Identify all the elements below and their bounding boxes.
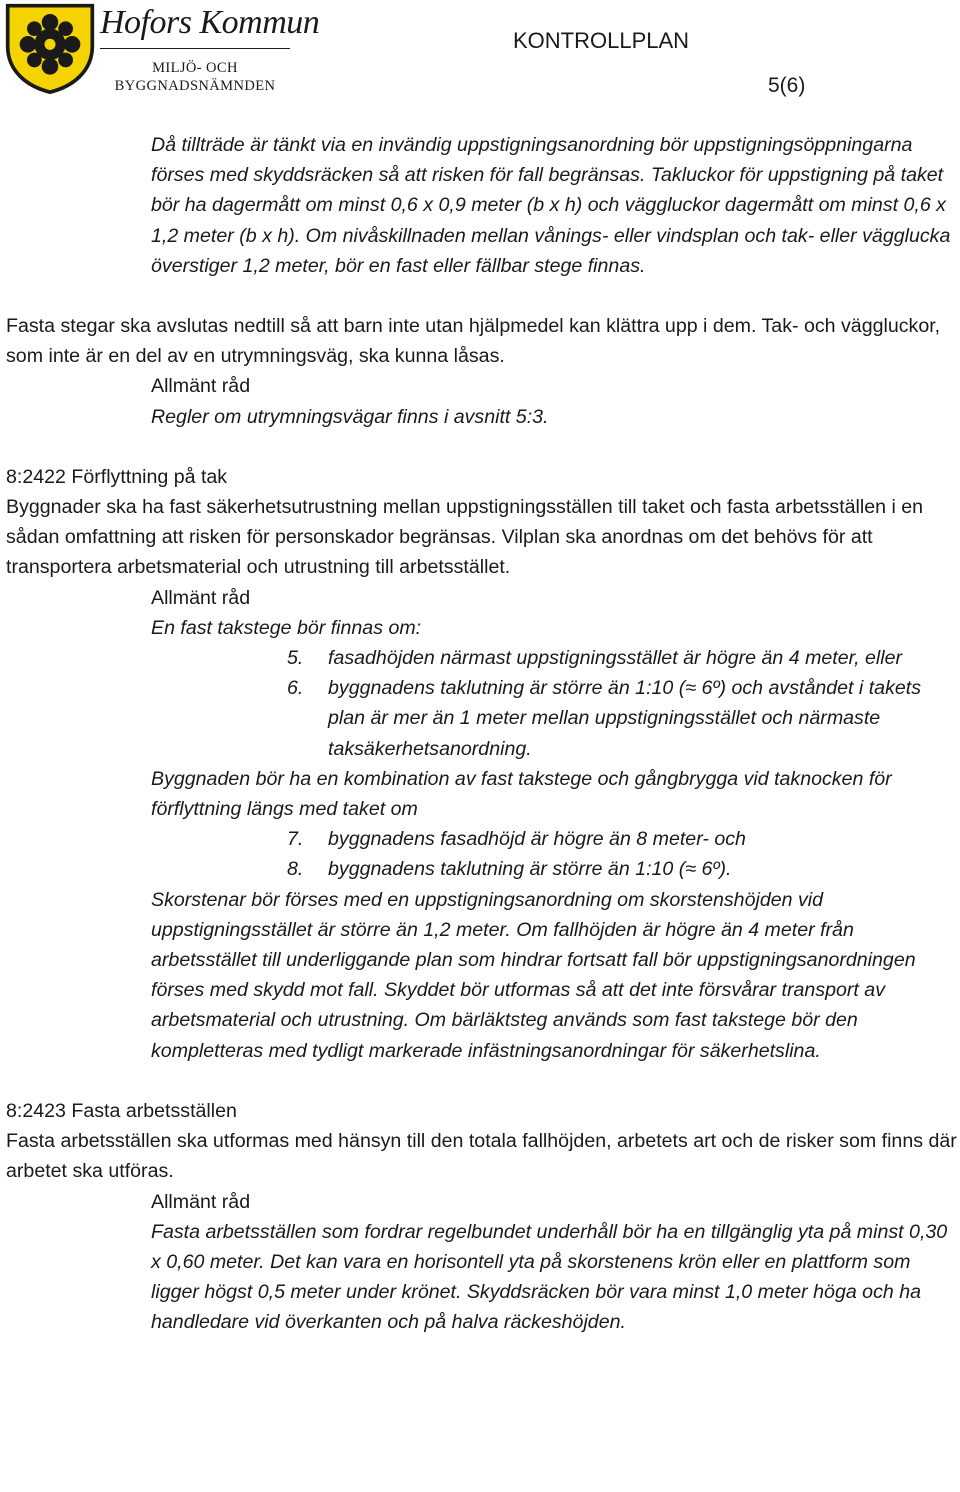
list-item-text: byggnadens fasadhöjd är högre än 8 meter- och [328, 828, 746, 851]
organization-name: Hofors Kommun [100, 4, 320, 41]
general-advice-label: Allmänt råd [151, 1190, 251, 1213]
section-8-2423-paragraph: Fasta arbetsställen ska utformas med hänsyn till den totala fallhöjden, arbetets art och de risker som finns där arbetet ska utföras. [6, 1130, 957, 1183]
intro-advice-paragraph: Då tillträde är tänkt via en invändig uppstigningsanordning bör uppstigningsöppningarna förses med skyddsräcken så att risken för fall begränsas. Takluckor för uppstigning på taket bör ha dagermått om minst 0,6 x 0,9 meter (b x h) och väggluckor dagermått om minst 0,6 x 1,2 meter (b x h). Om nivåskillnaden mellan vånings- eller vindsplan och tak- eller vägglucka överstiger 1,2 meter, bör en fast eller fällbar stege finnas. [151, 134, 951, 277]
roof-ladder-intro: En fast takstege bör finnas om: [151, 616, 422, 639]
document-type-title: KONTROLLPLAN [513, 28, 690, 53]
section-heading-8-2423: 8:2423 Fasta arbetsställen [6, 1099, 237, 1122]
section-8-2422-paragraph: Byggnader ska ha fast säkerhetsutrustning mellan uppstigningsställen till taket och fasta arbetsställen i en sådan omfattning att risken för personskador begränsas. Vilplan ska anordnas om det behövs för att transportera arbetsmaterial och utrustning till arbetsstället. [6, 496, 924, 579]
organization-divider [100, 48, 290, 49]
list-item-number: 6. [287, 677, 304, 700]
organization-subtitle-line-2: BYGGNADSNÄMNDEN [114, 78, 276, 94]
organization-subtitle-line-1: MILJÖ- OCH [152, 60, 238, 76]
list-item [0, 854, 960, 884]
list-item-text: byggnadens taklutning är större än 1:10 (≈ 6º). [328, 858, 732, 881]
list-item-number: 8. [287, 858, 304, 881]
combination-advice-text: Byggnaden bör ha en kombination av fast takstege och gångbrygga vid taknocken för förflyttning längs med taket om [151, 767, 892, 821]
list-item-number: 7. [287, 828, 304, 851]
document-body [0, 130, 960, 1338]
list-item [0, 673, 960, 764]
list-item-number: 5. [287, 647, 304, 670]
page-header [0, 0, 960, 110]
general-advice-label: Allmänt råd [151, 375, 251, 398]
list-item [0, 824, 960, 854]
section-heading-8-2422: 8:2422 Förflyttning på tak [6, 465, 228, 488]
list-item-text: byggnadens taklutning är större än 1:10 (≈ 6º) och avståndet i takets plan är mer än 1 meter mellan uppstigningsstället och närmaste taksäkerhetsanordning. [328, 677, 922, 760]
fixed-ladders-paragraph: Fasta stegar ska avslutas nedtill så att barn inte utan hjälpmedel kan klättra upp i dem. Tak- och väggluckor, som inte är en del av en utrymningsväg, ska kunna låsas. [6, 315, 941, 368]
municipal-coat-of-arms-logo [4, 2, 96, 94]
chimney-advice-text: Skorstenar bör förses med en uppstigningsanordning om skorstenshöjden vid uppstigningsstället är större än 1,2 meter. Om fallhöjden är högre än 4 meter från arbetsstället till underliggande plan som hindrar fortsatt fall bör uppstigningsanordningen förses med skydd mot fall. Skyddet bör utformas så att det inte försvårar transport av arbetsmaterial och utrustning. Om bärläktsteg används som fast takstege bör den kompletteras med tydligt markerade infästningsanordningar för säkerhetslina. [151, 888, 916, 1062]
list-item [0, 643, 960, 673]
general-advice-label: Allmänt råd [151, 586, 251, 609]
work-station-advice-text: Fasta arbetsställen som fordrar regelbundet underhåll bör ha en tillgänglig yta på minst 0,30 x 0,60 meter. Det kan vara en horisontell yta på skorstenens krön eller en plattform som ligger högst 0,5 meter under krönet. Skyddsräcken bör vara minst 1,0 meter höga och ha handledare vid överkanten och på halva räckeshöjden. [151, 1220, 948, 1334]
list-item-text: fasadhöjden närmast uppstigningsstället är högre än 4 meter, eller [328, 647, 903, 670]
general-advice-text: Regler om utrymningsvägar finns i avsnitt 5:3. [151, 405, 549, 428]
page-number: 5(6) [768, 74, 806, 97]
